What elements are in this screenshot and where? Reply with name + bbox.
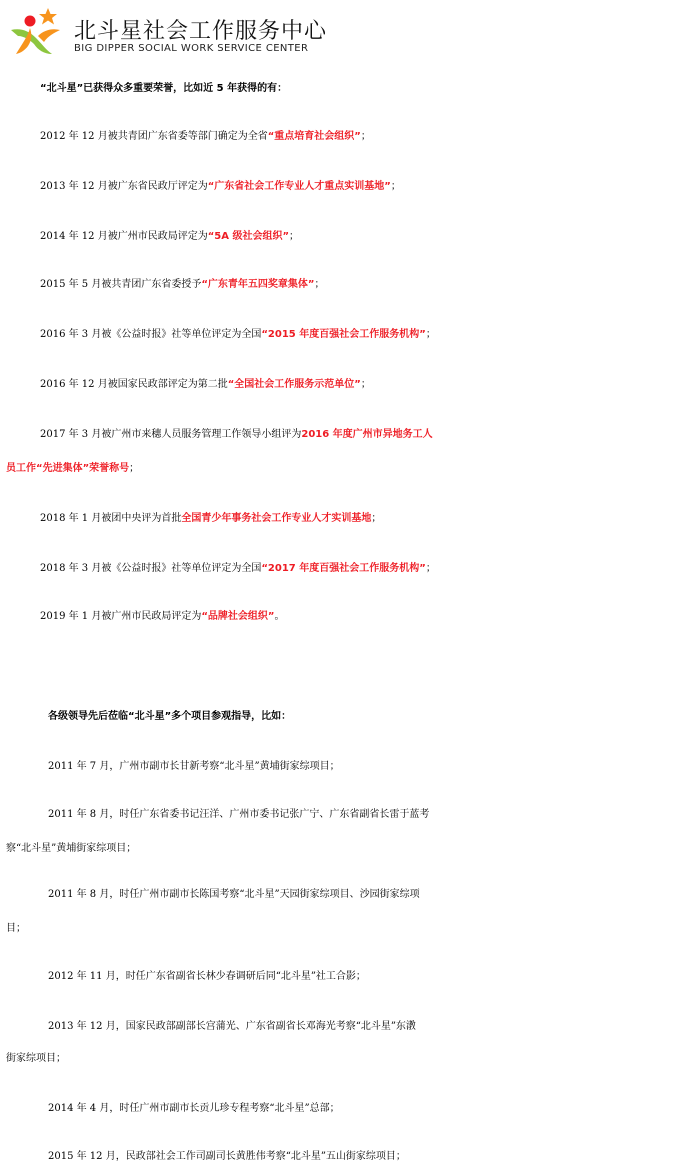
honor-text: 2019 年 1 月被广州市民政局评定为 (40, 611, 202, 622)
honor-punct: ； (425, 563, 436, 574)
visit-line: 2011 年 7 月，广州市副市长甘新考察“北斗星”黄埔街家综项目； (48, 761, 340, 772)
honor-text: 2016 年 3 月被《公益时报》社等单位评定为全国 (40, 329, 262, 340)
honor-item (0, 424, 700, 446)
visit-line: 2014 年 4 月，时任广州市副市长贡儿珍专程考察“北斗星”总部； (48, 1103, 340, 1114)
visit-line: 2013 年 12 月，国家民政部副部长宫蒲光、广东省副省长邓海光考察“北斗星”东漖 (48, 1021, 416, 1032)
honor-item (0, 274, 700, 296)
honor-title: 2016 年度广州市异地务工人 (301, 429, 433, 440)
honor-item (0, 324, 700, 346)
honor-punct: ； (129, 463, 140, 474)
honor-punct: ； (425, 329, 436, 340)
honor-title: “品牌社会组织” (201, 611, 275, 622)
honor-title: “重点培育社会组织” (267, 131, 361, 142)
people-star-logo-icon (8, 6, 64, 58)
honor-punct: ； (360, 131, 371, 142)
honor-title: “2017 年度百强社会工作服务机构” (261, 563, 426, 574)
honor-text: 2014 年 12 月被广州市民政局评定为 (40, 231, 208, 242)
honor-item (0, 226, 700, 248)
visit-line-continued: 街家综项目； (6, 1053, 66, 1064)
honor-title: “2015 年度百强社会工作服务机构” (261, 329, 426, 340)
honor-punct: ； (371, 513, 382, 524)
visit-line: 2011 年 8 月，时任广州市副市长陈国考察“北斗星”天园街家综项目、沙园街家综项 (48, 889, 420, 900)
honor-title: 全国青少年事务社会工作专业人才实训基地 (181, 513, 372, 524)
honor-punct: 。 (274, 611, 285, 622)
honor-title: “广东青年五四奖章集体” (201, 279, 315, 290)
honor-item (0, 606, 700, 628)
visits-heading: 各级领导先后莅临“北斗星”多个项目参观指导，比如： (48, 711, 292, 722)
brand-header (8, 6, 408, 58)
honor-punct: ； (390, 181, 401, 192)
org-name-en: BIG DIPPER SOCIAL WORK SERVICE CENTER (74, 43, 309, 54)
org-name-cn: 北斗星社会工作服务中心 (74, 19, 328, 44)
honor-title: “广东省社会工作专业人才重点实训基地” (207, 181, 391, 192)
honor-title: “全国社会工作服务示范单位” (227, 379, 361, 390)
visit-line: 2012 年 11 月，时任广东省副省长林少春调研后同“北斗星”社工合影； (48, 971, 366, 982)
honor-item (0, 126, 700, 148)
visit-line: 2015 年 12 月，民政部社会工作司副司长黄胜伟考察“北斗星”五山街家综项目； (48, 1151, 406, 1162)
honor-item (0, 508, 700, 530)
honors-heading: “北斗星”已获得众多重要荣誉，比如近 5 年获得的有： (40, 83, 288, 94)
visit-line: 2011 年 8 月，时任广东省委书记汪洋、广州市委书记张广宁、广东省副省长雷于蓝考 (48, 809, 430, 820)
honor-item (0, 558, 700, 580)
honor-text: 2013 年 12 月被广东省民政厅评定为 (40, 181, 208, 192)
honor-punct: ； (360, 379, 371, 390)
honor-punct: ； (289, 231, 300, 242)
honor-text: 2015 年 5 月被共青团广东省委授予 (40, 279, 202, 290)
honor-item (0, 374, 700, 396)
honor-item (0, 176, 700, 198)
honor-text: 2018 年 3 月被《公益时报》社等单位评定为全国 (40, 563, 262, 574)
honor-text: 2018 年 1 月被团中央评为首批 (40, 513, 182, 524)
honor-text: 2012 年 12 月被共青团广东省委等部门确定为全省 (40, 131, 268, 142)
visit-line-continued: 目； (6, 923, 26, 934)
honor-text: 2017 年 3 月被广州市来穗人员服务管理工作领导小组评为 (40, 429, 302, 440)
honor-title: “5A 级社会组织” (207, 231, 290, 242)
honor-text: 2016 年 12 月被国家民政部评定为第二批 (40, 379, 228, 390)
honor-title: 员工作“先进集体”荣誉称号 (6, 463, 130, 474)
honor-item-continued (0, 458, 700, 480)
honor-punct: ； (314, 279, 325, 290)
visit-line-continued: 察“北斗星”黄埔街家综项目； (6, 843, 137, 854)
